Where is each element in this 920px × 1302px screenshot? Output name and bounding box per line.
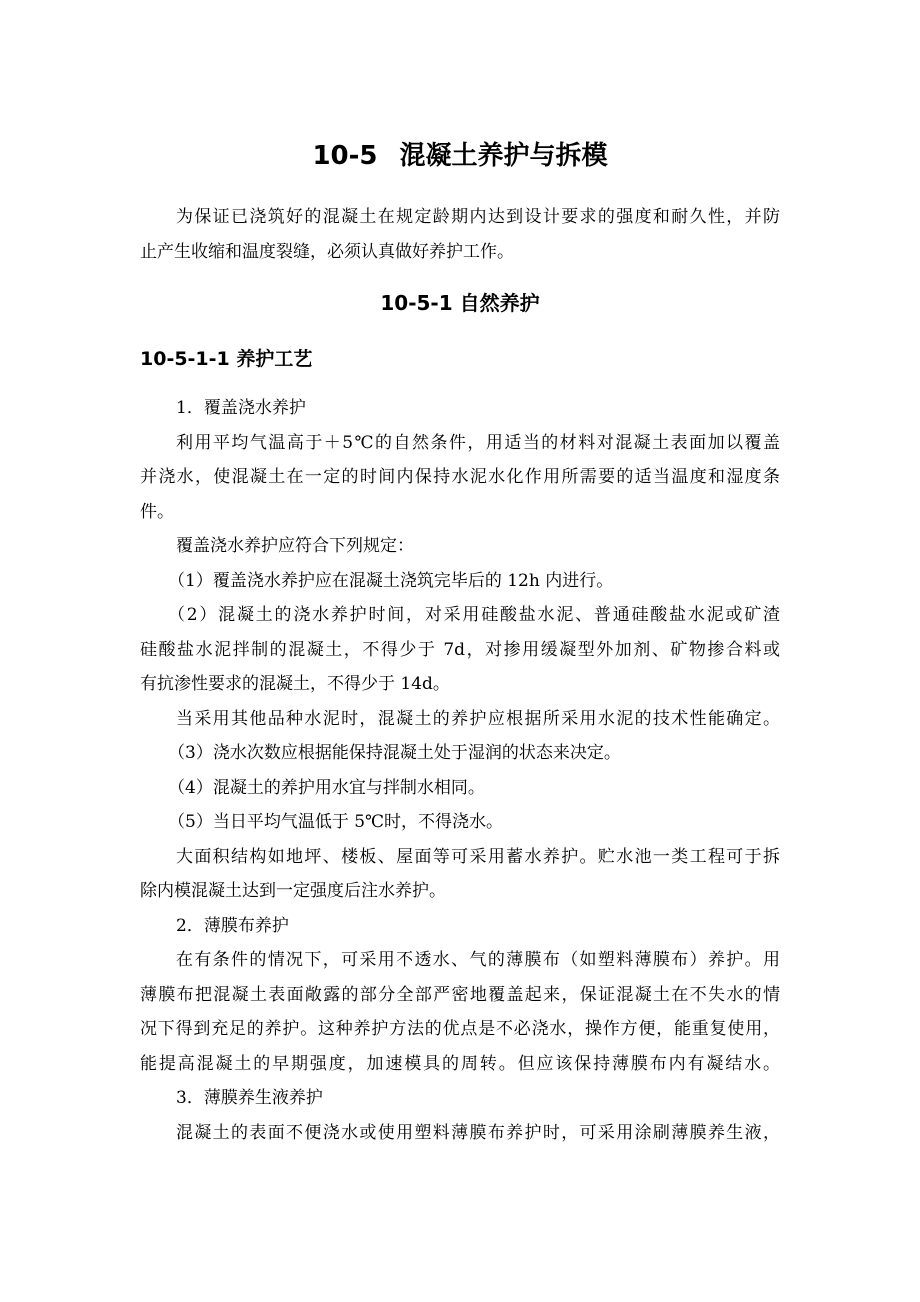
text-line: 能提高混凝土的早期强度，加速模具的周转。但应该保持薄膜布内有凝结水。 bbox=[140, 1053, 780, 1074]
main-content bbox=[140, 391, 780, 1150]
text-line: 并浇水，使混凝土在一定的时间内保持水泥水化作用所需要的适当温度和湿度条 bbox=[140, 467, 780, 487]
section-heading: 10-5-1 自然养护 bbox=[380, 291, 540, 315]
text-line: 为保证已浇筑好的混凝土在规定龄期内达到设计要求的强度和耐久性，并防 bbox=[176, 207, 780, 227]
chapter-number: 10-5 bbox=[312, 141, 378, 171]
chapter-title: 混凝土养护与拆模 bbox=[399, 141, 608, 171]
item-2-title: 2．薄膜布养护 bbox=[176, 915, 289, 936]
text-line: 利用平均气温高于＋5℃的自然条件，用适当的材料对混凝土表面加以覆盖 bbox=[176, 432, 780, 453]
item-1-title: 1．覆盖浇水养护 bbox=[176, 398, 306, 418]
text-line: 件。 bbox=[140, 501, 174, 522]
text-line: 除内模混凝土达到一定强度后注水养护。 bbox=[140, 881, 446, 901]
rule-2-line: 有抗渗性要求的混凝土，不得少于 14d。 bbox=[140, 674, 450, 694]
text-line: 止产生收缩和温度裂缝，必须认真做好养护工作。 bbox=[140, 241, 514, 262]
text-line: 覆盖浇水养护应符合下列规定： bbox=[176, 536, 414, 556]
text-line: 况下得到充足的养护。这种养护方法的优点是不必浇水，操作方便，能重复使用， bbox=[140, 1019, 780, 1039]
rule-1: （1）覆盖浇水养护应在混凝土浇筑完毕后的 12h 内进行。 bbox=[168, 570, 614, 591]
page-title bbox=[0, 138, 920, 174]
item-3-title: 3．薄膜养生液养护 bbox=[176, 1088, 323, 1108]
rule-2-line: 硅酸盐水泥拌制的混凝土，不得少于 7d，对掺用缓凝型外加剂、矿物掺合料或 bbox=[140, 639, 780, 660]
text-line: 大面积结构如地坪、楼板、屋面等可采用蓄水养护。贮水池一类工程可于拆 bbox=[176, 846, 780, 867]
intro-paragraph bbox=[140, 200, 780, 269]
text-line: 混凝土的表面不便浇水或使用塑料薄膜布养护时，可采用涂刷薄膜养生液， bbox=[176, 1122, 780, 1143]
rule-5: （5）当日平均气温低于 5℃时，不得浇水。 bbox=[168, 812, 504, 832]
rule-2-line: （2）混凝土的浇水养护时间，对采用硅酸盐水泥、普通硅酸盐水泥或矿渣 bbox=[168, 605, 780, 625]
rule-4: （4）混凝土的养护用水宜与拌制水相同。 bbox=[168, 777, 485, 798]
text-line: 在有条件的情况下，可采用不透水、气的薄膜布（如塑料薄膜布）养护。用 bbox=[176, 950, 780, 970]
subsection-heading: 10-5-1-1 养护工艺 bbox=[140, 348, 313, 370]
rule-3: （3）浇水次数应根据能保持混凝土处于湿润的状态来决定。 bbox=[168, 743, 621, 763]
rule-2-note: 当采用其他品种水泥时，混凝土的养护应根据所采用水泥的技术性能确定。 bbox=[176, 708, 780, 729]
text-line: 薄膜布把混凝土表面敞露的部分全部严密地覆盖起来，保证混凝土在不失水的情 bbox=[140, 984, 780, 1005]
